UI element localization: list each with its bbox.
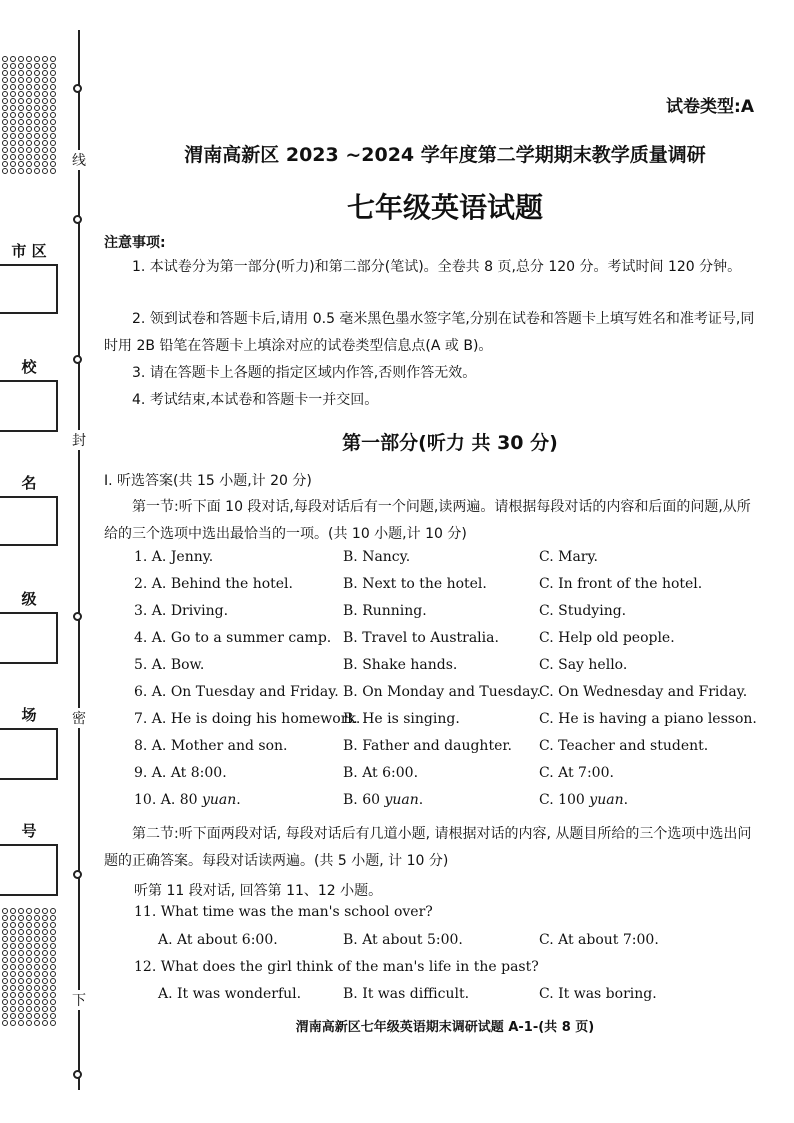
option-b: B. Father and daughter. <box>343 738 512 754</box>
field-label-class: 级 <box>21 590 37 608</box>
exam-subject-title: 七年级英语试题 <box>346 191 543 224</box>
option-a: A. At about 6:00. <box>158 932 278 948</box>
decorative-dot <box>26 140 32 146</box>
decorative-dot <box>34 63 40 69</box>
decorative-dot <box>26 168 32 174</box>
binding-ring <box>73 870 82 879</box>
decorative-dot <box>2 105 8 111</box>
decorative-dot <box>50 56 56 62</box>
decorative-dot <box>34 1013 40 1019</box>
decorative-dot <box>50 70 56 76</box>
decorative-dot <box>34 133 40 139</box>
option-b: B. On Monday and Tuesday. <box>343 684 541 700</box>
decorative-dot <box>18 98 24 104</box>
decorative-dot <box>2 161 8 167</box>
option-a: 5. A. Bow. <box>134 657 205 673</box>
decorative-dot <box>26 56 32 62</box>
decorative-dot <box>18 147 24 153</box>
option-c: C. At about 7:00. <box>539 932 659 948</box>
decorative-dot <box>2 56 8 62</box>
decorative-dot <box>26 147 32 153</box>
question-row-10 <box>0 792 794 819</box>
decorative-dot <box>10 91 16 97</box>
decorative-dot <box>50 1020 56 1026</box>
decorative-dot <box>18 1020 24 1026</box>
option-c: C. He is having a piano lesson. <box>539 711 757 727</box>
decorative-dot <box>18 161 24 167</box>
field-label-name: 名 <box>21 474 37 492</box>
section2-intro: 第二节:听下面两段对话, 每段对话后有几道小题, 请根据对话的内容, 从题目所给的三个选项中选出问题的正确答案。每段对话读两遍。(共 5 小题, 计 10 分) <box>104 826 752 869</box>
section-intro: 第一节:听下面 10 段对话,每段对话后有一个问题,读两遍。请根据每段对话的内容和后面的问题,从所给的三个选项中选出最恰当的一项。(共 10 小题,计 10 分) <box>104 499 751 542</box>
decorative-dot <box>18 168 24 174</box>
exam-main-title: 渭南高新区 2023 ~2024 学年度第二学期期末教学质量调研 <box>184 144 706 166</box>
decorative-dot <box>10 119 16 125</box>
option-c-value: C. 100 <box>539 792 585 808</box>
option-a: 9. A. At 8:00. <box>134 765 227 781</box>
decorative-dot <box>26 161 32 167</box>
decorative-dot <box>50 168 56 174</box>
decorative-dot <box>26 133 32 139</box>
option-a: 3. A. Driving. <box>134 603 229 619</box>
field-box-school[interactable] <box>0 380 58 432</box>
decorative-dot <box>10 105 16 111</box>
decorative-dot <box>34 56 40 62</box>
decorative-dot <box>2 1020 8 1026</box>
binding-ring <box>73 84 82 93</box>
option-a: 8. A. Mother and son. <box>134 738 288 754</box>
field-label-exam-room: 场 <box>21 706 37 724</box>
decorative-dot <box>34 84 40 90</box>
decorative-dot <box>34 161 40 167</box>
decorative-dot <box>10 98 16 104</box>
decorative-dot <box>18 154 24 160</box>
decorative-dot <box>42 77 48 83</box>
decorative-dot <box>10 147 16 153</box>
option-c: C. At 7:00. <box>539 765 614 781</box>
decorative-dot <box>18 56 24 62</box>
decorative-dot <box>2 98 8 104</box>
option-b: B. At 6:00. <box>343 765 419 781</box>
option-c: C. In front of the hotel. <box>539 576 703 592</box>
option-a: 2. A. Behind the hotel. <box>134 576 293 592</box>
punct: . <box>623 792 629 808</box>
option-b: B. Nancy. <box>343 549 411 565</box>
decorative-dot <box>26 70 32 76</box>
decorative-dot <box>34 154 40 160</box>
note-item: 2. 领到试卷和答题卡后,请用 0.5 毫米黑色墨水签字笔,分别在试卷和答题卡上填写姓名和准考证号,同时用 2B 铅笔在答题卡上填涂对应的试卷类型信息点(A 或 B)。 <box>104 311 755 354</box>
option-a: A. It was wonderful. <box>158 986 302 1002</box>
note-item: 1. 本试卷分为第一部分(听力)和第二部分(笔试)。全卷共 8 页,总分 120 分。考试时间 120 分钟。 <box>132 259 742 275</box>
decorative-dot <box>42 140 48 146</box>
decorative-dot <box>18 1013 24 1019</box>
decorative-dot <box>42 98 48 104</box>
unit-yuan: yuan <box>202 792 237 808</box>
question-stem: 12. What does the girl think of the man's life in the past? <box>134 959 539 975</box>
option-b: B. Running. <box>343 603 427 619</box>
decorative-dot <box>18 84 24 90</box>
question-row-12 <box>0 986 794 1013</box>
decorative-dot <box>26 112 32 118</box>
decorative-dot <box>50 112 56 118</box>
option-c: C. Studying. <box>539 603 627 619</box>
decorative-dot <box>18 112 24 118</box>
field-box-number[interactable] <box>0 844 58 896</box>
binding-ring <box>73 1070 82 1079</box>
option-a <box>134 792 241 808</box>
decorative-dot <box>2 154 8 160</box>
question-stem-12 <box>0 959 794 986</box>
decorative-dot <box>2 1013 8 1019</box>
question-row <box>0 657 794 684</box>
field-label-district: 市 区 <box>11 242 47 260</box>
decorative-dot <box>42 1013 48 1019</box>
question-row <box>0 765 794 792</box>
decorative-dot <box>2 126 8 132</box>
decorative-dot <box>42 126 48 132</box>
decorative-dot <box>2 140 8 146</box>
punct: . <box>418 792 424 808</box>
decorative-dot <box>10 154 16 160</box>
decorative-dot <box>10 1020 16 1026</box>
decorative-dot <box>26 154 32 160</box>
decorative-dot <box>50 91 56 97</box>
decorative-dot <box>42 56 48 62</box>
decorative-dot <box>42 161 48 167</box>
field-box-district[interactable] <box>0 264 58 314</box>
binding-char-mi: 密 <box>70 708 88 728</box>
question-stem-11 <box>0 904 794 931</box>
decorative-dot <box>26 77 32 83</box>
field-label-number: 号 <box>21 822 37 840</box>
decorative-dot <box>50 126 56 132</box>
decorative-dot <box>42 91 48 97</box>
dot-pattern-top <box>2 56 58 174</box>
decorative-dot <box>2 63 8 69</box>
decorative-dot <box>26 126 32 132</box>
decorative-dot <box>2 119 8 125</box>
decorative-dot <box>34 70 40 76</box>
question-row <box>0 630 794 657</box>
decorative-dot <box>10 112 16 118</box>
field-label-school: 校 <box>21 358 37 376</box>
punct: . <box>236 792 241 808</box>
decorative-dot <box>42 70 48 76</box>
option-b: B. It was difficult. <box>343 986 470 1002</box>
decorative-dot <box>42 63 48 69</box>
decorative-dot <box>2 70 8 76</box>
decorative-dot <box>50 63 56 69</box>
decorative-dot <box>42 119 48 125</box>
option-b-value: B. 60 <box>343 792 381 808</box>
decorative-dot <box>18 133 24 139</box>
question-row <box>0 576 794 603</box>
option-c: C. Mary. <box>539 549 598 565</box>
part-title: 第一部分(听力 共 30 分) <box>342 432 558 454</box>
question-row-11 <box>0 932 794 959</box>
decorative-dot <box>50 154 56 160</box>
decorative-dot <box>34 168 40 174</box>
note-item: 3. 请在答题卡上各题的指定区域内作答,否则作答无效。 <box>132 365 477 381</box>
decorative-dot <box>50 105 56 111</box>
decorative-dot <box>2 84 8 90</box>
decorative-dot <box>34 1020 40 1026</box>
decorative-dot <box>34 77 40 83</box>
decorative-dot <box>34 147 40 153</box>
option-a: 4. A. Go to a summer camp. <box>134 630 332 646</box>
decorative-dot <box>26 105 32 111</box>
decorative-dot <box>18 91 24 97</box>
question-row <box>0 738 794 765</box>
question-stem: 11. What time was the man's school over? <box>134 904 433 920</box>
decorative-dot <box>10 77 16 83</box>
decorative-dot <box>18 63 24 69</box>
decorative-dot <box>42 105 48 111</box>
option-a-value: 10. A. 80 <box>134 792 198 808</box>
decorative-dot <box>42 154 48 160</box>
question-row <box>0 684 794 711</box>
option-c: C. It was boring. <box>539 986 657 1002</box>
option-b: B. At about 5:00. <box>343 932 463 948</box>
option-b: B. Next to the hotel. <box>343 576 487 592</box>
decorative-dot <box>2 168 8 174</box>
decorative-dot <box>10 63 16 69</box>
binding-char-xian: 线 <box>70 150 88 170</box>
decorative-dot <box>10 70 16 76</box>
decorative-dot <box>26 91 32 97</box>
decorative-dot <box>2 112 8 118</box>
decorative-dot <box>34 119 40 125</box>
decorative-dot <box>34 91 40 97</box>
decorative-dot <box>34 98 40 104</box>
decorative-dot <box>50 161 56 167</box>
decorative-dot <box>18 105 24 111</box>
question-row <box>0 549 794 576</box>
decorative-dot <box>50 77 56 83</box>
option-c <box>539 792 628 808</box>
question-row <box>0 711 794 738</box>
option-c: C. Help old people. <box>539 630 675 646</box>
decorative-dot <box>42 1020 48 1026</box>
decorative-dot <box>10 168 16 174</box>
decorative-dot <box>34 126 40 132</box>
option-a: 1. A. Jenny. <box>134 549 214 565</box>
binding-ring <box>73 215 82 224</box>
page-footer: 渭南高新区七年级英语期末调研试题 A-1-(共 8 页) <box>295 1020 595 1035</box>
decorative-dot <box>42 84 48 90</box>
decorative-dot <box>18 126 24 132</box>
decorative-dot <box>18 77 24 83</box>
decorative-dot <box>50 119 56 125</box>
section-title: Ⅰ. 听选答案(共 15 小题,计 20 分) <box>104 473 312 489</box>
unit-yuan: yuan <box>589 792 624 808</box>
decorative-dot <box>34 112 40 118</box>
decorative-dot <box>26 119 32 125</box>
decorative-dot <box>50 84 56 90</box>
paper-type: 试卷类型:A <box>666 97 754 117</box>
option-b: B. Travel to Australia. <box>343 630 499 646</box>
binding-ring <box>73 355 82 364</box>
decorative-dot <box>10 161 16 167</box>
decorative-dot <box>10 126 16 132</box>
decorative-dot <box>34 105 40 111</box>
decorative-dot <box>26 98 32 104</box>
decorative-dot <box>50 1013 56 1019</box>
decorative-dot <box>50 147 56 153</box>
decorative-dot <box>42 168 48 174</box>
field-box-name[interactable] <box>0 496 58 546</box>
decorative-dot <box>42 112 48 118</box>
decorative-dot <box>42 133 48 139</box>
decorative-dot <box>34 140 40 146</box>
decorative-dot <box>50 140 56 146</box>
decorative-dot <box>50 98 56 104</box>
option-a: 6. A. On Tuesday and Friday. <box>134 684 339 700</box>
decorative-dot <box>10 84 16 90</box>
binding-char-feng: 封 <box>70 430 88 450</box>
decorative-dot <box>10 56 16 62</box>
decorative-dot <box>18 70 24 76</box>
decorative-dot <box>18 140 24 146</box>
decorative-dot <box>10 133 16 139</box>
option-c: C. Say hello. <box>539 657 628 673</box>
notes-heading: 注意事项: <box>104 235 166 251</box>
decorative-dot <box>26 84 32 90</box>
decorative-dot <box>18 119 24 125</box>
decorative-dot <box>26 1013 32 1019</box>
binding-char-xia: 下 <box>70 990 88 1010</box>
note-item: 4. 考试结束,本试卷和答题卡一并交回。 <box>132 392 379 408</box>
unit-yuan: yuan <box>384 792 419 808</box>
decorative-dot <box>26 1020 32 1026</box>
option-b: B. He is singing. <box>343 711 460 727</box>
option-c: C. On Wednesday and Friday. <box>539 684 748 700</box>
option-b <box>343 792 423 808</box>
decorative-dot <box>10 140 16 146</box>
option-b: B. Shake hands. <box>343 657 458 673</box>
decorative-dot <box>2 133 8 139</box>
decorative-dot <box>10 1013 16 1019</box>
question-row <box>0 603 794 630</box>
decorative-dot <box>2 91 8 97</box>
dialog-intro: 听第 11 段对话, 回答第 11、12 小题。 <box>134 883 383 899</box>
option-a: 7. A. He is doing his homework. <box>134 711 361 727</box>
option-c: C. Teacher and student. <box>539 738 709 754</box>
decorative-dot <box>26 63 32 69</box>
decorative-dot <box>50 133 56 139</box>
decorative-dot <box>2 77 8 83</box>
decorative-dot <box>42 147 48 153</box>
decorative-dot <box>2 147 8 153</box>
